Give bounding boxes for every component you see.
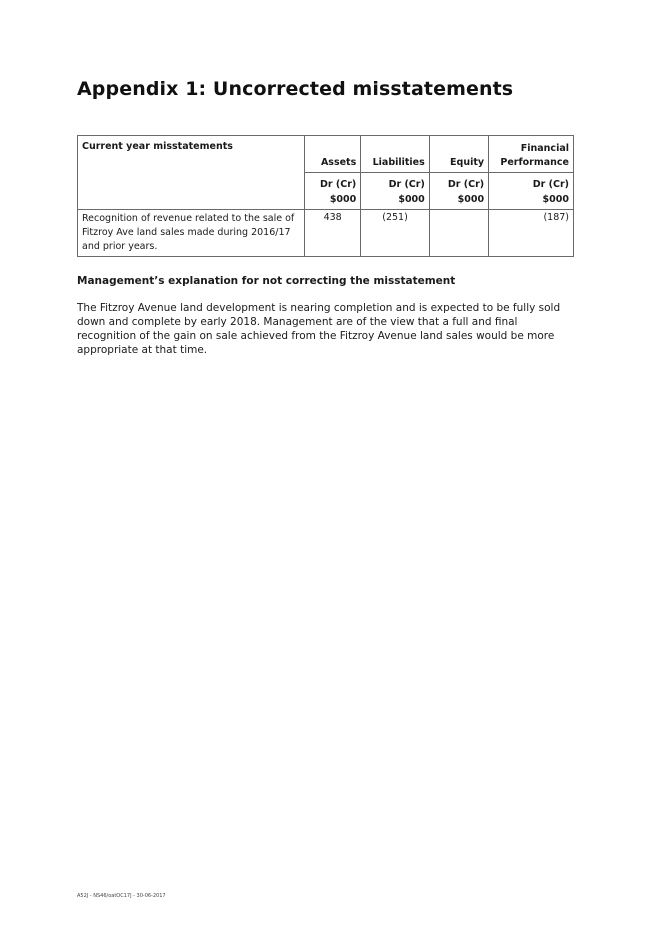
- unit-label: $000: [398, 194, 425, 205]
- subheader-equity: [429, 173, 488, 210]
- header-liabilities: Liabilities: [361, 136, 430, 173]
- header-financial-line1: Financial: [520, 143, 569, 154]
- row-assets-value: 438: [305, 210, 361, 257]
- table-row: [78, 210, 574, 257]
- table-header-row: [78, 136, 574, 173]
- sign-label: Dr (Cr): [532, 179, 569, 190]
- row-financial-performance-value: (187): [489, 210, 574, 257]
- sign-label: Dr (Cr): [388, 179, 425, 190]
- header-performance-line2: Performance: [500, 157, 569, 168]
- subheader-assets: [305, 173, 361, 210]
- explanation-paragraph: The Fitzroy Avenue land development is nearing completion and is expected to be fully sold down and complete by early 2018. Management are of the view that a full and final recognition of the gain on sale achieved from the Fitzroy Avenue land sales would be more appropriate at that time.: [77, 302, 561, 356]
- sign-label: Dr (Cr): [447, 179, 485, 190]
- footer-reference: A52J - NS46/oatOC17J - 30-06-2017: [77, 893, 166, 899]
- subheader-financial-performance: [489, 173, 574, 210]
- row-description: Recognition of revenue related to the sale of Fitzroy Ave land sales made during 2016/17 and prior years.: [78, 210, 305, 257]
- unit-label: $000: [457, 194, 485, 205]
- header-current-year-misstatements: Current year misstatements: [78, 136, 305, 210]
- misstatements-table: [77, 135, 574, 257]
- header-equity: Equity: [429, 136, 488, 173]
- unit-label: $000: [329, 194, 357, 205]
- explanation-heading: Management’s explanation for not correcting the misstatement: [77, 275, 456, 287]
- header-assets: Assets: [305, 136, 361, 173]
- row-equity-value: [429, 210, 488, 257]
- header-financial-performance: [489, 136, 574, 173]
- sign-label: Dr (Cr): [320, 179, 357, 190]
- row-liabilities-value: (251): [361, 210, 430, 257]
- page-title: Appendix 1: Uncorrected misstatements: [77, 78, 514, 100]
- subheader-liabilities: [361, 173, 430, 210]
- unit-label: $000: [542, 194, 569, 205]
